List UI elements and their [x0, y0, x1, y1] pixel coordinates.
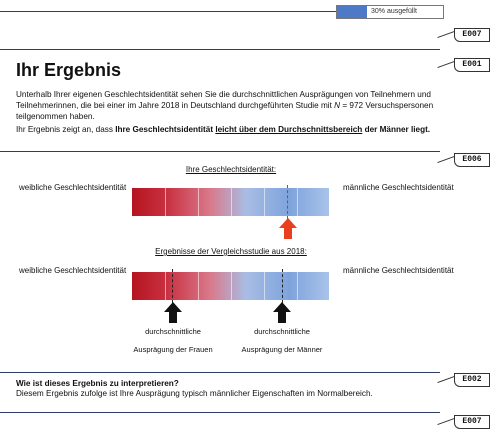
page-title: Ihr Ergebnis	[16, 60, 122, 80]
comparison-scale	[132, 272, 329, 300]
section-divider	[0, 412, 440, 413]
women-average-marker	[172, 269, 173, 303]
top-rule	[0, 11, 336, 12]
element-tag: E007	[454, 28, 490, 42]
progress-label: 30% ausgefüllt	[367, 6, 443, 18]
male-pole-label: männliche Geschlechtsidentität	[343, 183, 454, 192]
element-tag: E007	[454, 415, 490, 429]
result-summary: Ihr Ergebnis zeigt an, dass Ihre Geschlechtsidentität leicht über dem Durchschnittsbereich der Männer liegt.	[16, 125, 431, 134]
element-tag: E001	[454, 58, 490, 72]
female-pole-label: weibliche Geschlechtsidentität	[19, 266, 127, 275]
interpretation-question: Wie ist dieses Ergebnis zu interpretieren?	[16, 379, 179, 388]
female-pole-label: weibliche Geschlechtsidentität	[19, 183, 127, 192]
men-average-arrow-icon	[273, 302, 291, 323]
own-score-arrow-icon	[279, 218, 297, 239]
section-divider	[0, 372, 440, 373]
own-identity-scale	[132, 188, 329, 216]
section-divider	[0, 49, 440, 50]
men-average-label: durchschnittliche Ausprägung der Männer	[241, 327, 323, 354]
element-tag: E006	[454, 153, 490, 167]
women-average-label: durchschnittliche Ausprägung der Frauen	[133, 327, 213, 354]
progress-fill	[337, 6, 369, 18]
progress-bar	[336, 5, 444, 19]
element-tag: E002	[454, 373, 490, 387]
male-pole-label: männliche Geschlechtsidentität	[343, 266, 454, 275]
intro-text: Unterhalb Ihrer eigenen Geschlechtsidentität sehen Sie die durchschnittlichen Ausprägungen von Teilnehmern und Teilnehmerinnen, die bei einer im Jahre 2018 in Deutschland durchgeführten Studie mit N = 972 Versuchspersonen teilgenommen haben.	[16, 90, 434, 121]
section-divider	[0, 151, 440, 152]
own-identity-title: Ihre Geschlechtsidentität:	[185, 165, 277, 174]
own-score-marker	[287, 185, 288, 219]
men-average-marker	[282, 269, 283, 303]
women-average-arrow-icon	[164, 302, 182, 323]
comparison-title: Ergebnisse der Vergleichsstudie aus 2018:	[155, 247, 307, 256]
interpretation-answer: Diesem Ergebnis zufolge ist Ihre Ausprägung typisch männlicher Eigenschaften im Normalbereich.	[16, 389, 373, 398]
